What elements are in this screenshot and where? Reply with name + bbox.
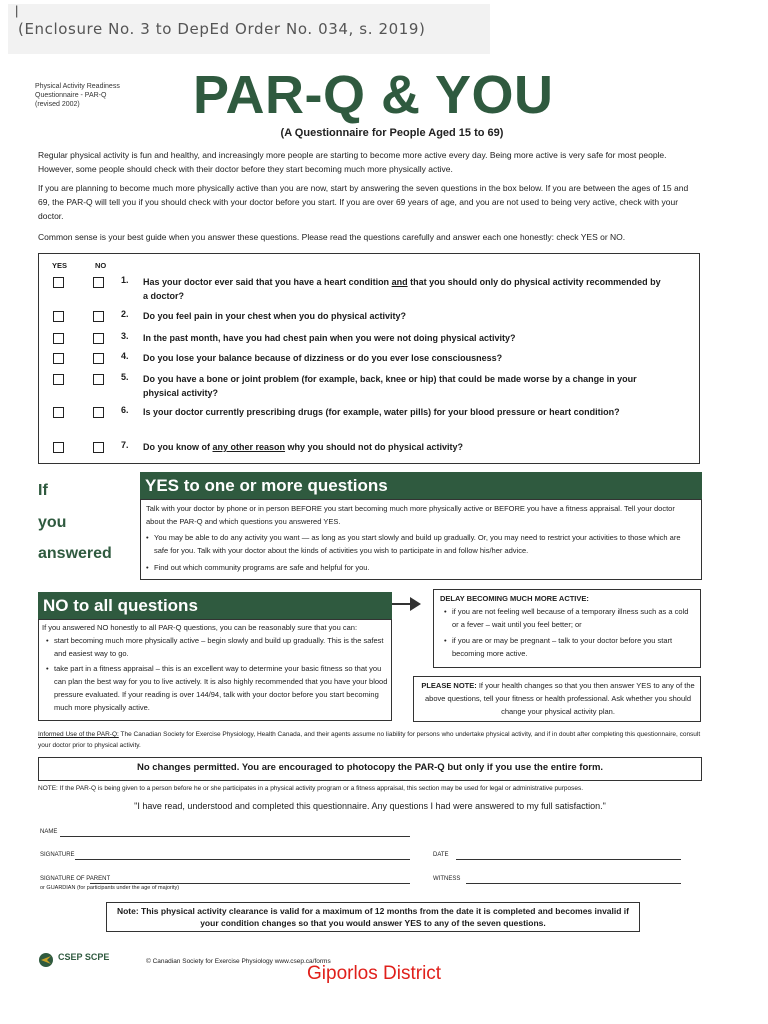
no-column-header: NO [95,261,107,270]
yes-checkbox[interactable] [53,442,64,453]
no-section-bullet: • start becoming much more physically active – begin slowly and build up gradually. This is the safest and easiest way to go. [54,634,388,660]
delay-bullet: • if you are not feeling well because of a temporary illness such as a cold or a fever – wait until you feel better; or [452,605,696,631]
yes-checkbox[interactable] [53,407,64,418]
question-number: 2. [121,309,129,319]
yes-checkbox[interactable] [53,374,64,385]
statement: "I have read, understood and completed this questionnaire. Any questions I had were answered to my full satisfaction." [134,801,606,811]
district-label: Giporlos District [307,963,442,984]
informed-use-body: The Canadian Society for Exercise Physiology, Health Canada, and their agents assume no liability for persons who undertake physical activity, and if in doubt after completing this questionnaire, consult your doctor prior to physical activity. [38,731,701,749]
csep-logo-icon [38,952,56,968]
question-text-part: Do you lose your balance because of dizziness or do you ever lose consciousness? [143,353,503,363]
meta-line: Questionnaire - PAR-Q [35,92,107,99]
question-number: 1. [121,275,129,285]
delay-heading: DELAY BECOMING MUCH MORE ACTIVE: [440,594,589,603]
csep-logo [38,952,56,973]
question-text-part: Do you know of [143,442,213,452]
no-section-heading: NO to all questions [38,592,392,620]
question-text [143,275,663,303]
legal-note: NOTE: If the PAR-Q is being given to a person before he or she participates in a physical activity program or a fitness appraisal, this section may be used for legal or administrative purposes. [38,785,584,792]
question-text-part: In the past month, have you had chest pain when you were not doing physical activity? [143,333,516,343]
no-checkbox[interactable] [93,277,104,288]
question-number: 4. [121,351,129,361]
question-text [143,405,663,419]
yes-checkbox[interactable] [53,333,64,344]
question-text [143,331,663,345]
parent-signature-line[interactable] [90,883,410,884]
witness-label: WITNESS [433,876,461,882]
name-line[interactable] [60,836,410,837]
no-checkbox[interactable] [93,353,104,364]
no-checkbox[interactable] [93,333,104,344]
intro-paragraph-2: If you are planning to become much more physically active than you are now, start by answering the seven questions in the box below. If you are between the ages of 15 and 69, the PAR-Q will tell you if you should check with your doctor before you start. If you are over 69 years of age, and you are not used to being very active, check with your doctor. [38,183,689,221]
question-text-part: Is your doctor currently prescribing drugs (for example, water pills) for your blood pressure or heart condition? [143,407,620,417]
question-number: 5. [121,372,129,382]
question-text-part: Do you feel pain in your chest when you do physical activity? [143,311,407,321]
no-checkbox[interactable] [93,442,104,453]
enclosure-label: (Enclosure No. 3 to DepEd Order No. 034, s. 2019) [18,20,426,38]
arrow-right-icon [410,597,421,611]
signature-label: SIGNATURE [40,852,75,858]
no-section-intro: If you answered NO honestly to all PAR-Q questions, you can be reasonably sure that you can: [42,623,358,632]
answered-label: answered [38,545,112,562]
meta-line: (revised 2002) [35,101,80,108]
question-text [143,372,663,400]
question-number: 3. [121,331,129,341]
yes-checkbox[interactable] [53,311,64,322]
informed-use-text [38,729,702,751]
question-text-part: Do you have a bone or joint problem (for example, back, knee or hip) that could be made worse by a change in your physical activity? [143,374,637,398]
yes-section-bullet: • Find out which community programs are safe and helpful for you. [154,561,692,574]
please-note-label: PLEASE NOTE: [421,681,477,690]
yes-section-heading: YES to one or more questions [140,472,702,500]
parent-label: SIGNATURE OF PARENT [40,876,111,882]
question-text-part: and [391,277,408,287]
intro-paragraph-1: Regular physical activity is fun and healthy, and increasingly more people are starting to become more active every day. Being more active is very safe for most people. However, some people should check with their doctor before they start becoming much more physically active. [38,150,667,174]
please-note-body: If your health changes so that you then answer YES to any of the above questions, tell your fitness or health professional. Ask whether you should change your physical activity plan. [425,681,695,716]
question-text [143,440,663,454]
question-text-part: that you should only do physical activity recommended by a doctor? [143,277,661,301]
question-text-part: Has your doctor ever said that you have a heart condition [143,277,392,287]
no-checkbox[interactable] [93,311,104,322]
meta-line: Physical Activity Readiness [35,83,120,90]
informed-use-label: Informed Use of the PAR-Q: [38,731,119,738]
question-number: 6. [121,405,129,415]
no-changes-text: No changes permitted. You are encouraged to photocopy the PAR-Q but only if you use the entire form. [136,762,604,773]
questionnaire-top-rule [38,253,700,254]
no-checkbox[interactable] [93,407,104,418]
intro-paragraph-3: Common sense is your best guide when you answer these questions. Please read the questions carefully and answer each one honestly: check YES or NO. [38,232,626,242]
no-checkbox[interactable] [93,374,104,385]
page-subtitle: (A Questionnaire for People Aged 15 to 69) [280,127,504,139]
delay-bullet: • if you are or may be pregnant – talk to your doctor before you start becoming more active. [452,634,696,660]
question-text-part: why you should not do physical activity? [285,442,464,452]
text-cursor: | [15,3,19,18]
witness-line[interactable] [466,883,681,884]
question-text [143,309,663,323]
copyright-text: © Canadian Society for Exercise Physiology www.csep.ca/forms [146,958,331,965]
question-text [143,351,663,365]
page-title: PAR-Q & YOU [193,65,554,125]
you-label: you [38,514,67,531]
no-section-bullet: • take part in a fitness appraisal – this is an excellent way to determine your basic fitness so that you can plan the best way for you to live actively. It is also highly recommended that you have your blood pressure evaluated. If your reading is over 144/94, talk with your doctor before you start becoming much more physically active. [54,662,388,714]
name-label: NAME [40,829,58,835]
guardian-label: or GUARDIAN (for participants under the age of majority) [40,885,180,891]
question-number: 7. [121,440,129,450]
csep-logo-text: CSEP SCPE [58,952,110,962]
yes-checkbox[interactable] [53,353,64,364]
date-line[interactable] [456,859,681,860]
validity-note: Note: This physical activity clearance is valid for a maximum of 12 months from the date it is completed and becomes invalid if your condition changes so that you would answer YES to any of the seven questions. [116,906,630,928]
question-text-part: any other reason [212,442,286,452]
please-note-text [418,679,698,718]
yes-section-bullet: • You may be able to do any activity you want — as long as you start slowly and build up gradually. Or, you may need to restrict your activities to those which are safe for you. Talk with your doctor about the kinds of activities you wish to participate in and follow his/her advice. [154,531,692,557]
yes-section-text: Talk with your doctor by phone or in person BEFORE you start becoming much more physically active or BEFORE you have a fitness appraisal. Tell your doctor about the PAR-Q and which questions you answered YES. [146,504,675,526]
signature-line[interactable] [75,859,410,860]
yes-column-header: YES [52,261,68,270]
date-label: DATE [433,852,449,858]
if-label: If [38,482,48,499]
yes-checkbox[interactable] [53,277,64,288]
form-meta [35,82,120,109]
